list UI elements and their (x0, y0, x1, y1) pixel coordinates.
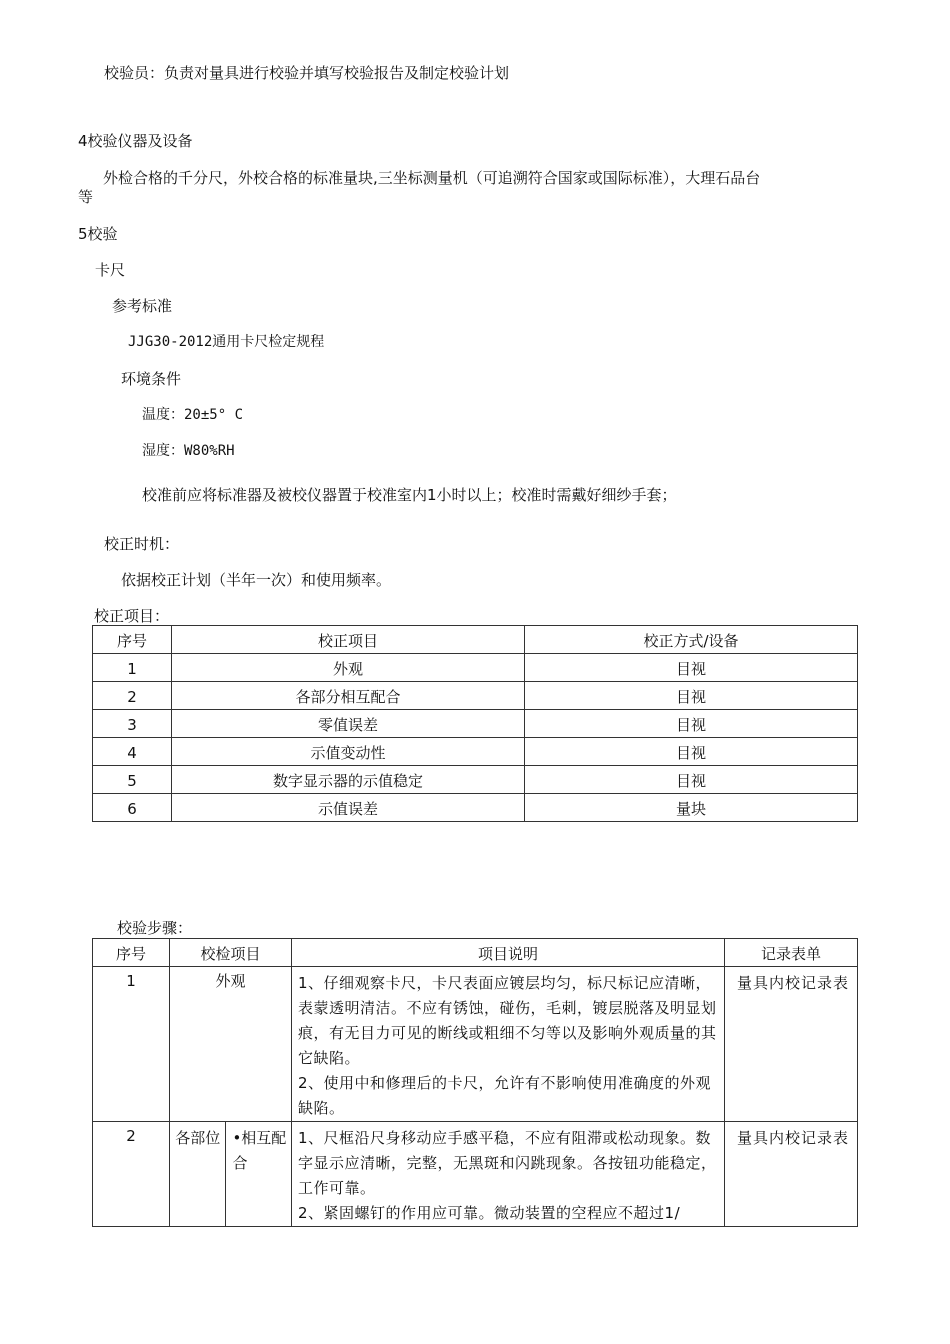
cell-seq: 2 (93, 1122, 170, 1227)
table-header-row (93, 626, 858, 654)
cell-seq: 5 (93, 766, 172, 794)
calibration-steps-table (92, 938, 858, 1227)
table-header-row (93, 939, 858, 967)
pre-calibration-note: 校准前应将标准器及被校仪器置于校准室内1小时以上；校准时需戴好细纱手套； (142, 486, 677, 504)
calibration-items-table (92, 625, 858, 822)
cell-method: 目视 (525, 654, 858, 682)
timing-value: 依据校正计划（半年一次）和使用频率。 (121, 571, 392, 589)
equipment-text: 外检合格的千分尺，外校合格的标准量块,三坐标测量机（可追溯符合国家或国际标准），大理石品台 (103, 169, 761, 187)
header-item: 校检项目 (170, 939, 292, 967)
table-row (93, 654, 858, 682)
cell-seq: 2 (93, 682, 172, 710)
cell-item-part-a: 各部位 (170, 1122, 226, 1227)
table-row (93, 710, 858, 738)
cell-seq: 1 (93, 654, 172, 682)
reference-standard-value: JJG30-2012通用卡尺检定规程 (128, 334, 325, 350)
calibration-steps-title: 校验步骤： (117, 919, 193, 937)
description-point-2: 2、紧固螺钉的作用应可靠。微动装置的空程应不超过1/ (298, 1204, 681, 1222)
calibration-items-title: 校正项目： (94, 607, 170, 625)
reference-standard-heading: 参考标准 (112, 297, 173, 315)
equipment-text-continued: 等 (78, 188, 94, 206)
cell-item: 数字显示器的示值稳定 (172, 766, 525, 794)
caliper-heading: 卡尺 (95, 261, 126, 279)
header-item: 校正项目 (172, 626, 525, 654)
table-row (93, 738, 858, 766)
table-row (93, 766, 858, 794)
cell-item: 外观 (172, 654, 525, 682)
section-5-heading: 5校验 (78, 225, 118, 243)
timing-heading: 校正时机： (104, 535, 180, 553)
humidity-text: 湿度：W80%RH (142, 443, 235, 459)
section-4-heading: 4校验仪器及设备 (78, 132, 193, 150)
cell-method: 量块 (525, 794, 858, 822)
cell-description (292, 1122, 725, 1227)
table-row (93, 794, 858, 822)
table-row (93, 967, 858, 1122)
cell-item: 外观 (170, 967, 292, 1122)
table-row (93, 682, 858, 710)
cell-seq: 1 (93, 967, 170, 1122)
cell-seq: 4 (93, 738, 172, 766)
cell-item: 示值变动性 (172, 738, 525, 766)
cell-method: 目视 (525, 682, 858, 710)
description-point-1: 1、仔细观察卡尺，卡尺表面应镀层均匀，标尺标记应清晰，表蒙透明清洁。不应有锈蚀，碰伤，毛刺，镀层脱落及明显划痕，有无目力可见的断线或粗细不匀等以及影响外观质量的其它缺陷。 (298, 974, 717, 1067)
description-point-2: 2、使用中和修理后的卡尺，允许有不影响使用准确度的外观缺陷。 (298, 1074, 712, 1117)
cell-method: 目视 (525, 710, 858, 738)
cell-record: 量具内校记录表 (725, 967, 858, 1122)
header-method: 校正方式/设备 (525, 626, 858, 654)
cell-record: 量具内校记录表 (725, 1122, 858, 1227)
table-row (93, 1122, 858, 1227)
cell-item: 示值误差 (172, 794, 525, 822)
description-point-1: 1、尺框沿尺身移动应手感平稳，不应有阻滞或松动现象。数字显示应清晰，完整，无黑斑和闪跳现象。各按钮功能稳定，工作可靠。 (298, 1129, 717, 1197)
cell-item: 零值误差 (172, 710, 525, 738)
cell-description (292, 967, 725, 1122)
header-record: 记录表单 (725, 939, 858, 967)
cell-method: 目视 (525, 738, 858, 766)
cell-seq: 6 (93, 794, 172, 822)
header-description: 项目说明 (292, 939, 725, 967)
cell-item: 各部分相互配合 (172, 682, 525, 710)
temperature-text: 温度：20±5° C (142, 407, 244, 423)
environment-heading: 环境条件 (121, 370, 182, 388)
header-seq: 序号 (93, 626, 172, 654)
cell-seq: 3 (93, 710, 172, 738)
cell-item-part-b: •相互配合 (226, 1122, 292, 1227)
cell-method: 目视 (525, 766, 858, 794)
inspector-duty-text: 校验员：负责对量具进行校验并填写校验报告及制定校验计划 (104, 64, 510, 82)
header-seq: 序号 (93, 939, 170, 967)
